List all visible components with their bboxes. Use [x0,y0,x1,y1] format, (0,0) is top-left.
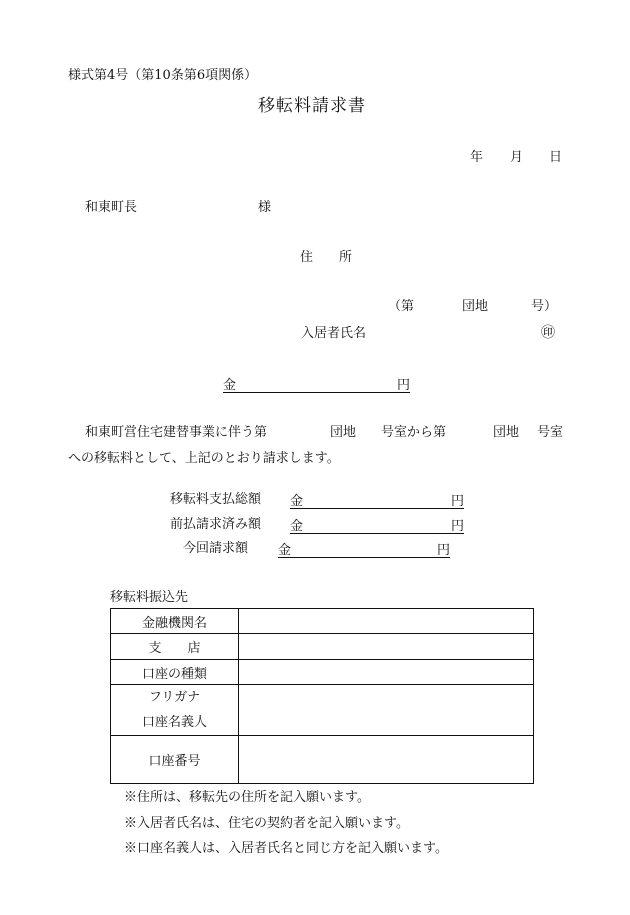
account-type-label: 口座の種類 [111,660,239,685]
table-row [111,634,534,660]
furigana-label: フリガナ [148,690,201,705]
table-row [111,685,534,736]
main-amount-en: 円 [396,378,410,393]
bank-name-label: 金融機関名 [111,609,239,634]
branch-field[interactable] [239,634,534,660]
breakdown-label-prepaid: 前払請求済み額 [170,517,262,532]
table-row [111,736,534,784]
breakdown-total-line [290,490,464,509]
date-day-label: 日 [549,150,563,165]
breakdown-prepaid-line [290,515,464,534]
main-amount-line [223,374,410,393]
note-resident-name: ※入居者氏名は、住宅の契約者を記入願います。 [124,816,409,831]
breakdown-label-current: 今回請求額 [183,541,249,556]
seal-mark: ㊞ [541,325,555,341]
address-label: 住 所 [300,250,353,265]
unit-open: （第 [388,299,415,314]
body-line1-d: 団地 [493,425,520,440]
breakdown-current-kin: 金 [278,543,292,558]
body-line1-c: 号室から第 [381,425,447,440]
unit-danchi: 団地 [462,299,489,314]
account-holder-label: 口座名義人 [141,715,207,730]
addressee-name: 和東町長 [85,200,138,215]
body-line2: への移転料として、上記のとおり請求します。 [68,451,340,466]
note-address: ※住所は、移転先の住所を記入願います。 [124,790,370,805]
account-type-field[interactable] [239,660,534,685]
body-line1-e: 号室 [537,425,564,440]
breakdown-current-line [278,539,450,558]
breakdown-label-total: 移転料支払総額 [170,492,262,507]
bank-name-field[interactable] [239,609,534,634]
breakdown-prepaid-en: 円 [450,519,464,534]
branch-label: 支 店 [111,634,239,660]
breakdown-total-en: 円 [450,494,464,509]
breakdown-current-en: 円 [436,543,450,558]
body-line1-a: 和東町営住宅建替事業に伴う第 [85,425,268,440]
account-number-field[interactable] [239,736,534,784]
unit-close: 号） [531,299,558,314]
resident-name-label: 入居者氏名 [301,326,367,341]
account-holder-field[interactable] [239,685,534,736]
addressee-honorific: 様 [258,200,272,215]
table-row [111,609,534,634]
bank-table [110,608,534,784]
table-row [111,660,534,685]
account-number-label: 口座番号 [111,736,239,784]
form-number: 様式第4号（第10条第6項関係） [68,68,258,83]
breakdown-total-kin: 金 [290,494,304,509]
main-amount-kin: 金 [223,378,237,393]
body-line1-b: 団地 [330,425,357,440]
bank-caption: 移転料振込先 [110,590,189,605]
note-account-holder: ※口座名義人は、入居者氏名と同じ方を記入願います。 [124,841,448,856]
page-title: 移転料請求書 [258,96,366,116]
date-year-label: 年 [470,150,484,165]
breakdown-prepaid-kin: 金 [290,519,304,534]
date-month-label: 月 [510,150,524,165]
account-holder-label-cell [111,685,239,736]
